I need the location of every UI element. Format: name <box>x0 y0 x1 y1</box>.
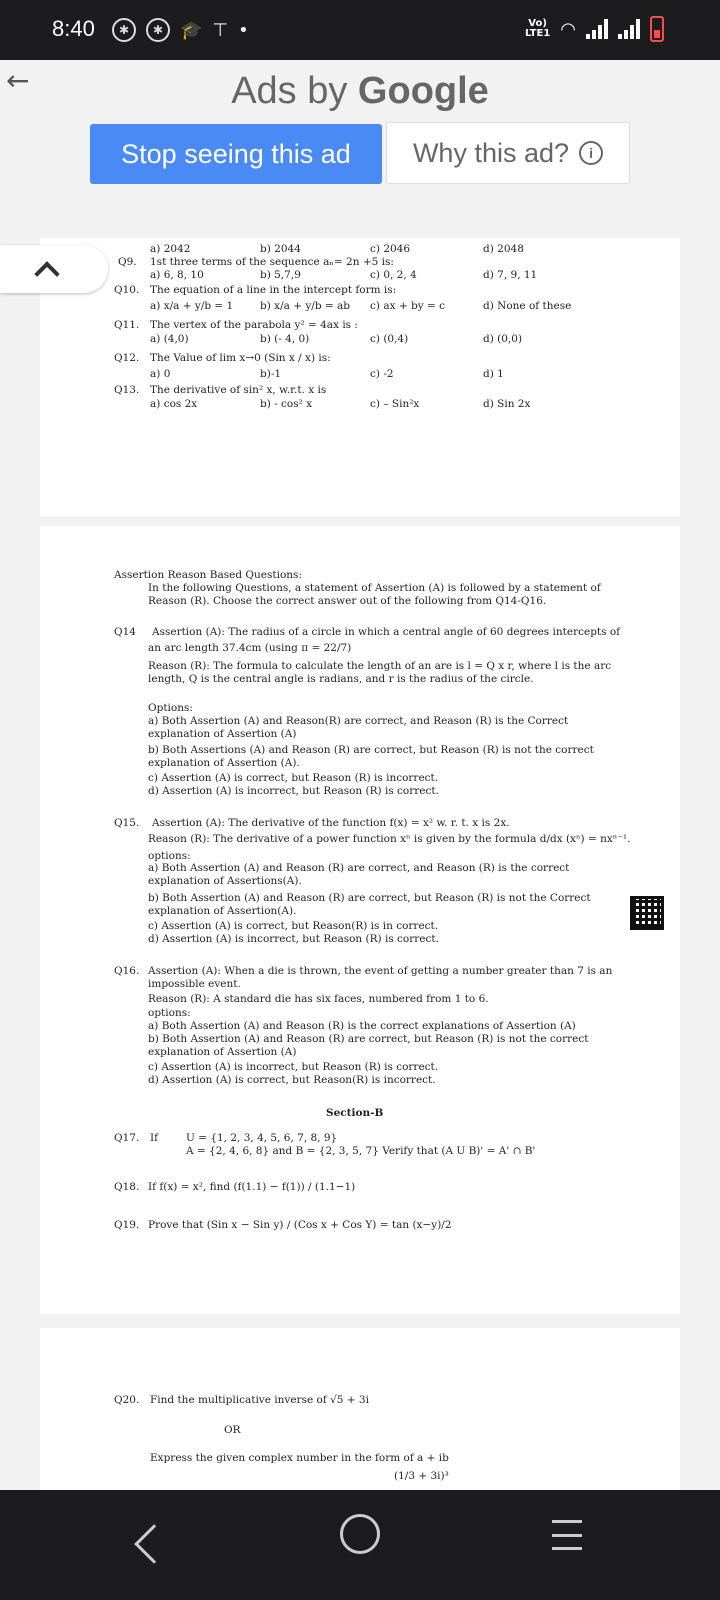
q9-text: 1st three terms of the sequence aₙ= 2n +5 is: <box>150 256 394 268</box>
stop-seeing-ad-button[interactable]: Stop seeing this ad <box>90 124 382 184</box>
assertion-intro-1: In the following Questions, a statement of Assertion (A) is followed by a statement of <box>148 582 601 594</box>
q10-option-a: a) x/a + y/b = 1 <box>150 300 234 312</box>
q11-option-d: d) (0,0) <box>483 333 523 345</box>
status-bar <box>0 0 720 60</box>
q15-option-line: b) Both Assertion (A) and Reason (R) are correct, but Reason (R) is not the Correct <box>148 892 591 904</box>
q9-number: Q9. <box>118 256 137 268</box>
q14-option-line: b) Both Assertions (A) and Reason (R) are correct, but Reason (R) is not the correct <box>148 744 594 756</box>
q11-option-b: b) (- 4, 0) <box>260 333 310 345</box>
q8-option-a: a) 2042 <box>150 243 191 255</box>
q14-option-line: explanation of Assertion (A). <box>148 757 300 769</box>
q16-option-line: a) Both Assertion (A) and Reason (R) is the correct explanations of Assertion (A) <box>148 1020 576 1032</box>
q16-options-heading: options: <box>148 1007 191 1019</box>
q13-number: Q13. <box>114 384 140 396</box>
q8-option-b: b) 2044 <box>260 243 301 255</box>
q9-option-c: c) 0, 2, 4 <box>370 269 417 281</box>
assertion-heading: Assertion Reason Based Questions: <box>114 569 302 581</box>
q18-number: Q18. <box>114 1181 140 1193</box>
q12-text: The Value of lim x→0 (Sin x / x) is: <box>150 352 331 364</box>
q15-options-heading: options: <box>148 850 191 862</box>
q14-reason-1: Reason (R): The formula to calculate the length of an are is l = Q x r, where l is the arc <box>148 660 612 672</box>
why-this-ad-button[interactable] <box>386 122 630 184</box>
q17-universal-set: U = {1, 2, 3, 4, 5, 6, 7, 8, 9} <box>186 1132 338 1144</box>
q15-reason: Reason (R): The derivative of a power function xⁿ is given by the formula d/dx (xⁿ) = nxⁿ⁻¹. <box>148 833 631 845</box>
collapse-toolbar-button[interactable] <box>0 245 108 293</box>
q15-option-line: a) Both Assertion (A) and Reason (R) are correct, and Reason (R) is the correct <box>148 862 570 874</box>
q12-option-c: c) -2 <box>370 368 394 380</box>
usb-icon: ⊤ <box>212 19 229 41</box>
back-icon[interactable] <box>134 1524 174 1564</box>
q10-number: Q10. <box>114 284 140 296</box>
q14-option-line: a) Both Assertion (A) and Reason(R) are correct, and Reason (R) is the Correct <box>148 715 569 727</box>
q16-option-line: explanation of Assertion (A) <box>148 1046 297 1058</box>
document-page-1 <box>40 238 680 516</box>
document-page-2 <box>40 526 680 1314</box>
q15-option-line: explanation of Assertion(A). <box>148 905 297 917</box>
q13-option-d: d) Sin 2x <box>483 398 531 410</box>
app-notification-icon: ✱ <box>146 18 170 42</box>
system-icons <box>525 16 664 42</box>
q15-option-line: c) Assertion (A) is correct, but Reason(R) is in correct. <box>148 920 439 932</box>
q14-reason-2: length, Q is the central angle is radians, and r is the radius of the circle. <box>148 673 534 685</box>
q10-option-c: c) ax + by = c <box>370 300 445 312</box>
q20-expression: (1/3 + 3i)³ <box>394 1470 449 1482</box>
q16-number: Q16. <box>114 965 140 977</box>
q14-assertion-1: Assertion (A): The radius of a circle in which a central angle of 60 degrees intercepts of <box>152 626 621 638</box>
q11-option-a: a) (4,0) <box>150 333 189 345</box>
q14-assertion-2: an arc length 37.4cm (using π = 22/7) <box>148 642 352 654</box>
q20-alt-text: Express the given complex number in the form of a + ib <box>150 1452 449 1464</box>
q14-options-heading: Options: <box>148 702 193 714</box>
navigation-bar <box>0 1490 720 1600</box>
q14-number: Q14 <box>114 626 136 638</box>
q12-option-a: a) 0 <box>150 368 171 380</box>
wifi-icon: ◠ <box>560 18 576 40</box>
q13-text: The derivative of sin² x, w.r.t. x is <box>150 384 327 396</box>
ad-panel <box>0 60 720 238</box>
q14-option-line: explanation of Assertion (A) <box>148 728 297 740</box>
signal-icon <box>586 19 608 39</box>
q16-option-line: c) Assertion (A) is incorrect, but Reason (R) is correct. <box>148 1061 439 1073</box>
q10-option-b: b) x/a + y/b = ab <box>260 300 350 312</box>
q17-number: Q17. <box>114 1132 140 1144</box>
q9-option-a: a) 6, 8, 10 <box>150 269 204 281</box>
q16-assertion-1: Assertion (A): When a die is thrown, the event of getting a number greater than 7 is an <box>148 965 613 977</box>
q17-sets: A = {2, 4, 6, 8} and B = {2, 3, 5, 7} Verify that (A U B)' = A' ∩ B' <box>186 1145 536 1157</box>
q14-option-line: c) Assertion (A) is correct, but Reason (R) is incorrect. <box>148 772 439 784</box>
q12-option-b: b)-1 <box>260 368 282 380</box>
q15-option-line: d) Assertion (A) is incorrect, but Reason (R) is correct. <box>148 933 439 945</box>
chevron-up-icon <box>34 261 59 286</box>
q16-option-line: d) Assertion (A) is correct, but Reason(R) is incorrect. <box>148 1074 436 1086</box>
q9-option-d: d) 7, 9, 11 <box>483 269 538 281</box>
q13-option-a: a) cos 2x <box>150 398 198 410</box>
q16-reason: Reason (R): A standard die has six faces, numbered from 1 to 6. <box>148 993 489 1005</box>
q8-option-c: c) 2046 <box>370 243 411 255</box>
q8-option-d: d) 2048 <box>483 243 524 255</box>
why-this-ad-label: Why this ad? <box>412 137 570 168</box>
q10-text: The equation of a line in the intercept form is: <box>150 284 397 296</box>
qr-code-icon <box>630 896 664 930</box>
q11-number: Q11. <box>114 319 140 331</box>
q20-number: Q20. <box>114 1394 140 1406</box>
q9-option-b: b) 5,7,9 <box>260 269 301 281</box>
status-time: 8:40 <box>52 16 95 41</box>
assertion-intro-2: Reason (R). Choose the correct answer out of the following from Q14-Q16. <box>148 595 547 607</box>
q19-text: Prove that (Sin x − Sin y) / (Cos x + Cos Y) = tan (x−y)/2 <box>148 1219 452 1231</box>
dot-icon: • <box>238 19 249 41</box>
app-notification-icon: ✱ <box>112 18 136 42</box>
q12-number: Q12. <box>114 352 140 364</box>
q11-option-c: c) (0,4) <box>370 333 409 345</box>
notification-icons <box>112 18 249 42</box>
q17-if: If <box>150 1132 159 1144</box>
q12-option-d: d) 1 <box>483 368 504 380</box>
q16-assertion-2: impossible event. <box>148 978 241 990</box>
q20-text: Find the multiplicative inverse of √5 + 3i <box>150 1394 369 1406</box>
q15-option-line: explanation of Assertions(A). <box>148 875 302 887</box>
volte-icon: Vo) LTE1 <box>524 18 551 39</box>
q20-or: OR <box>224 1424 241 1436</box>
section-b-heading: Section-B <box>326 1107 384 1119</box>
q15-number: Q15. <box>114 817 140 829</box>
q11-text: The vertex of the parabola y² = 4ax is : <box>150 319 358 331</box>
q13-option-c: c) – Sin²x <box>370 398 420 410</box>
ads-by-google: Ads by Google <box>231 70 489 112</box>
back-arrow-icon[interactable]: ← <box>6 64 30 97</box>
q15-assertion: Assertion (A): The derivative of the function f(x) = x² w. r. t. x is 2x. <box>152 817 510 829</box>
battery-icon <box>650 16 664 42</box>
graduation-cap-icon: 🎓 <box>180 19 203 41</box>
q18-text: If f(x) = x², find (f(1.1) − f(1)) / (1.1−1) <box>148 1181 356 1193</box>
q14-option-line: d) Assertion (A) is incorrect, but Reason (R) is correct. <box>148 785 439 797</box>
q13-option-b: b) - cos² x <box>260 398 313 410</box>
q10-option-d: d) None of these <box>483 300 572 312</box>
home-icon[interactable] <box>340 1514 380 1554</box>
q19-number: Q19. <box>114 1219 140 1231</box>
q16-option-line: b) Both Assertion (A) and Reason (R) are correct, but Reason (R) is not the correct <box>148 1033 589 1045</box>
recent-apps-icon[interactable] <box>552 1520 582 1550</box>
info-icon: i <box>579 141 603 165</box>
signal-icon-2 <box>618 19 640 39</box>
